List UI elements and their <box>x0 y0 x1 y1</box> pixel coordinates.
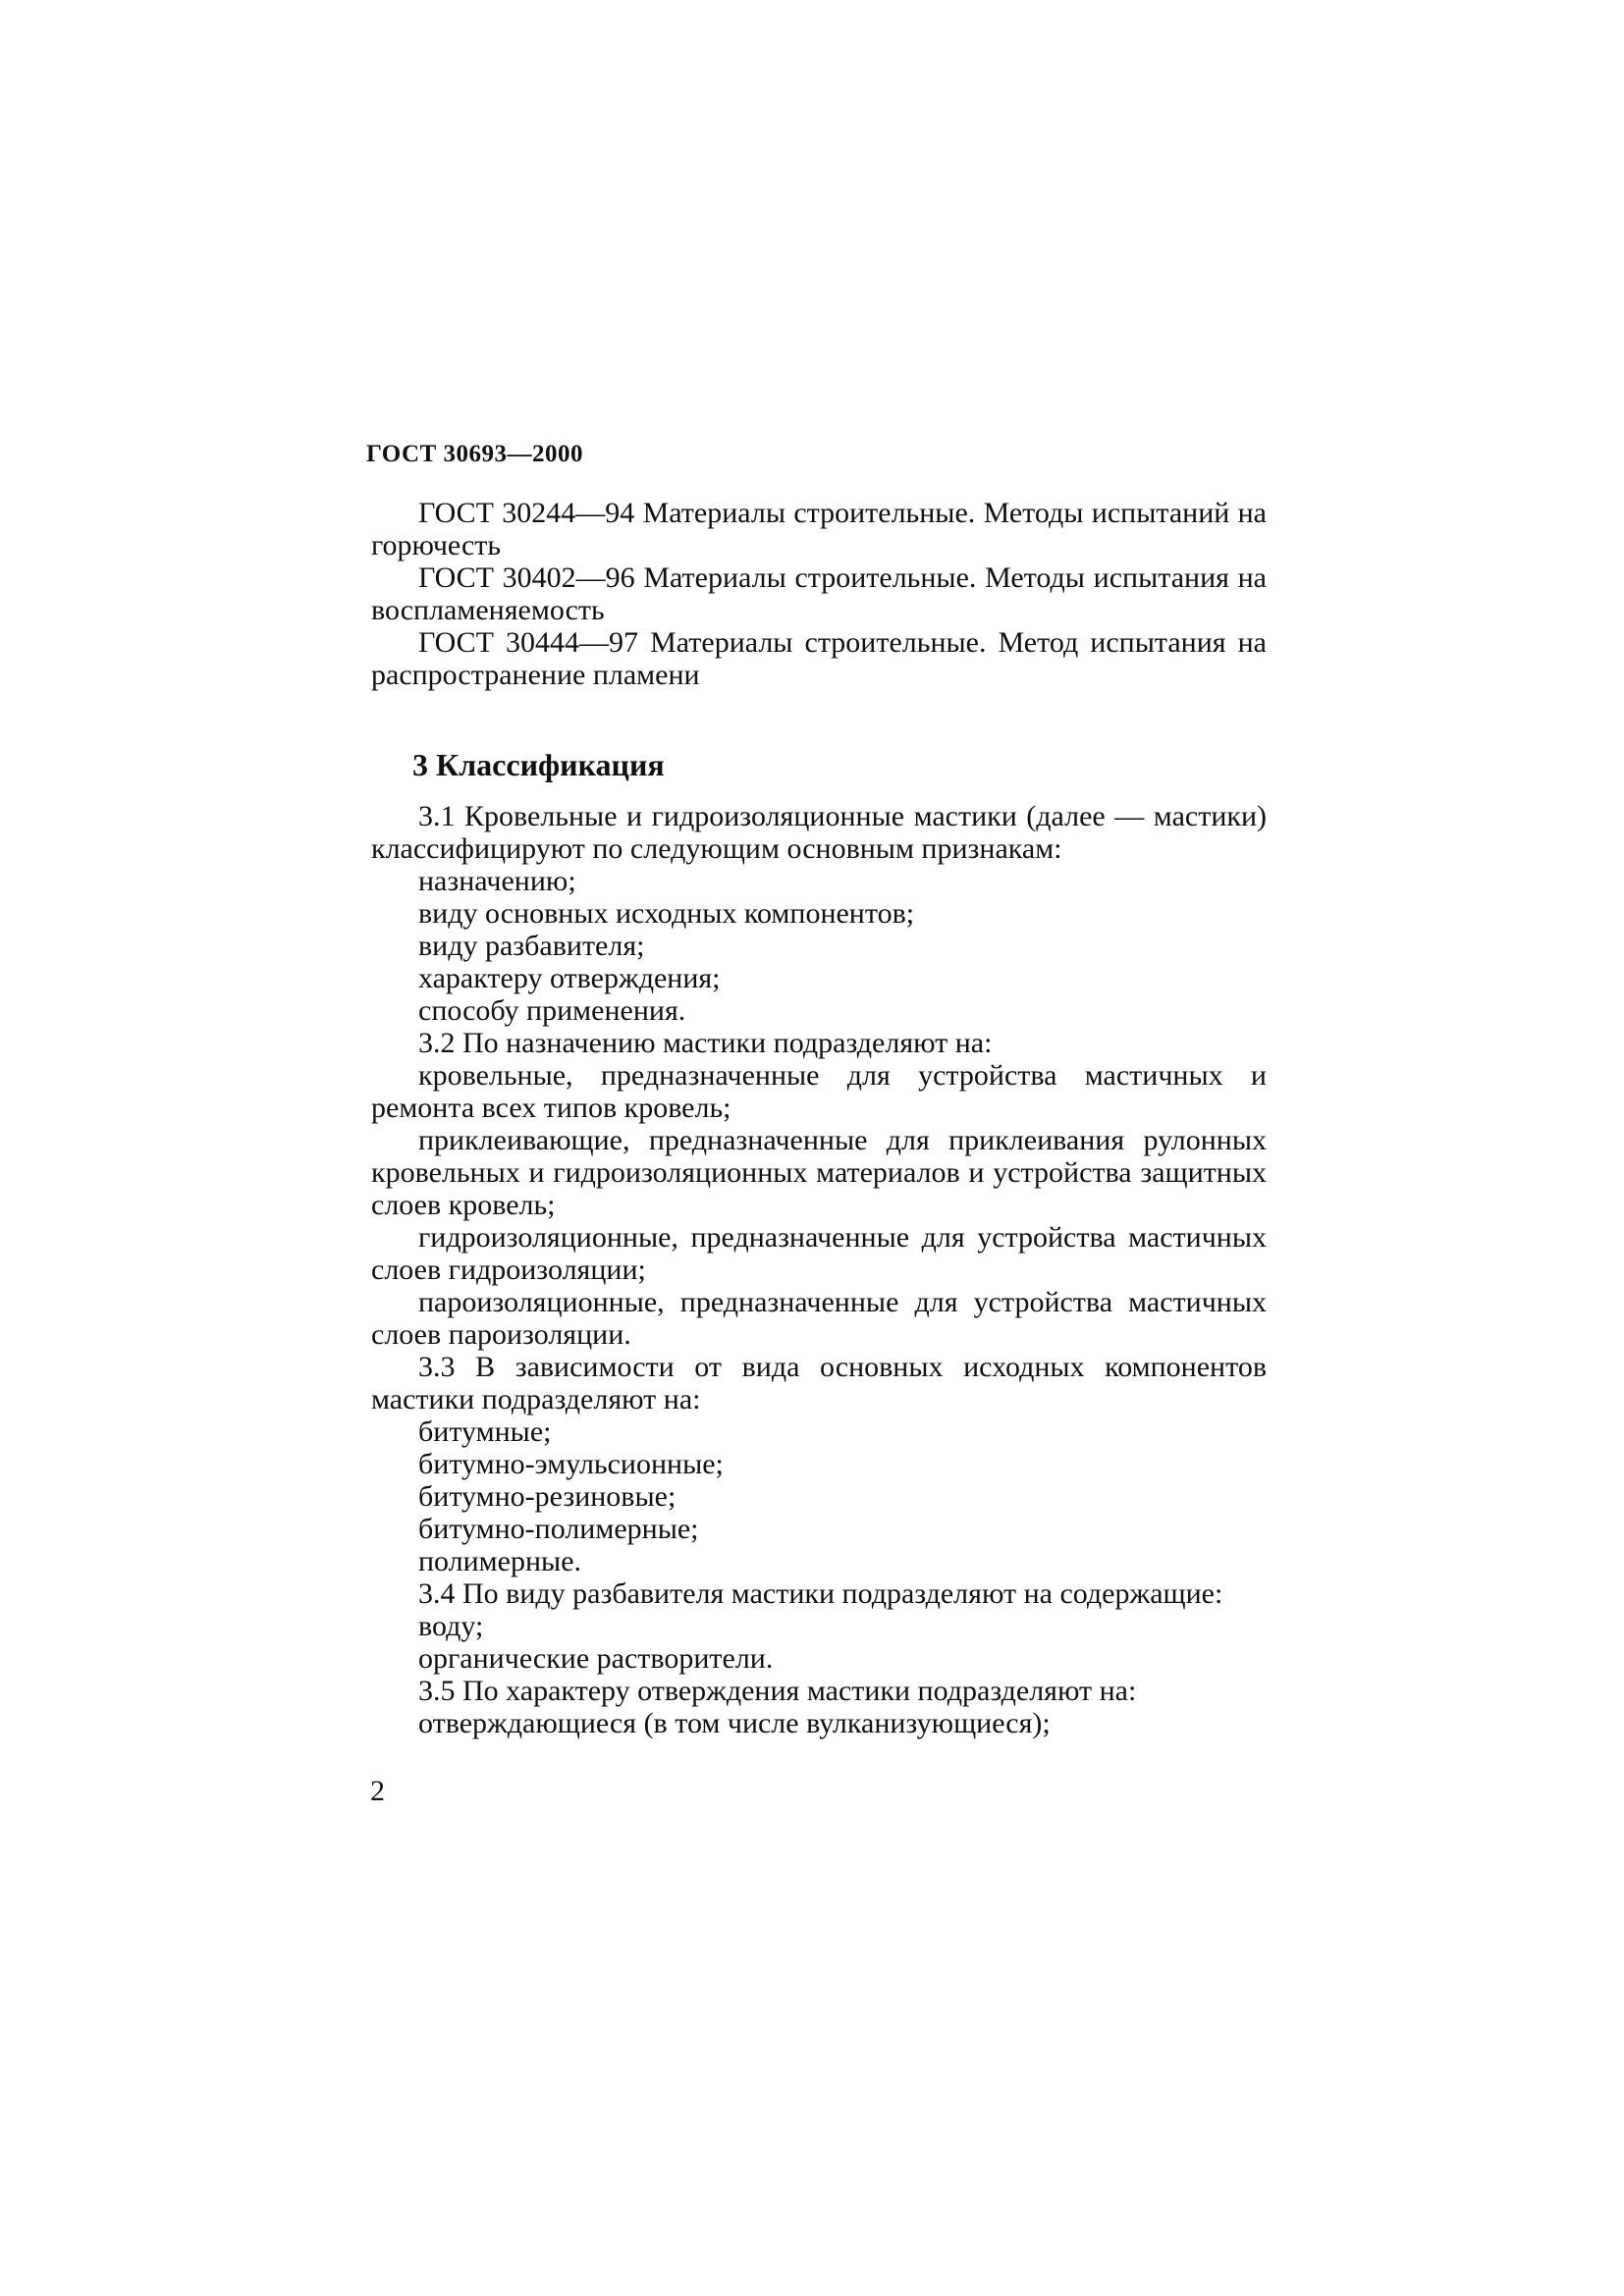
clause-3-2: 3.2 По назначению мастики подразделяют на: <box>418 1027 993 1059</box>
clause-3-3: 3.3 В зависимости от вида основных исходных компонентов мастики подразделяют на: <box>371 1351 1267 1415</box>
list-item: воду; <box>418 1610 484 1642</box>
page-number: 2 <box>370 1775 385 1807</box>
list-item: полимерные. <box>418 1545 582 1577</box>
list-item: отверждающиеся (в том числе вулканизующиеся); <box>418 1707 1051 1739</box>
list-item: битумные; <box>418 1415 552 1448</box>
list-item: назначению; <box>418 865 576 897</box>
list-item: органические растворители. <box>418 1642 774 1675</box>
clause-3-5: 3.5 По характеру отверждения мастики подразделяют на: <box>418 1675 1137 1707</box>
list-item: характеру отверждения; <box>418 962 721 994</box>
list-item: виду основных исходных компонентов; <box>418 897 915 930</box>
document-header: ГОСТ 30693—2000 <box>366 441 584 467</box>
list-item: кровельные, предназначенные для устройства мастичных и ремонта всех типов кровель; <box>371 1059 1267 1124</box>
clause-3-4: 3.4 По виду разбавителя мастики подразделяют на содержащие: <box>418 1577 1223 1610</box>
list-item: битумно-резиновые; <box>418 1480 677 1513</box>
section-body <box>371 800 1267 1739</box>
list-item: способу применения. <box>418 994 686 1027</box>
reference-item: ГОСТ 30402—96 Материалы строительные. Методы испытания на воспламеняемость <box>371 561 1267 626</box>
list-item: приклеивающие, предназначенные для приклеивания рулонных кровельных и гидроизоляционных материалов и устройства защитных слоев кровель; <box>371 1124 1267 1221</box>
section-heading: 3 Классификация <box>412 747 665 782</box>
list-item: битумно-эмульсионные; <box>418 1448 724 1480</box>
list-item: виду разбавителя; <box>418 930 645 962</box>
references-list <box>371 497 1267 691</box>
clause-3-1: 3.1 Кровельные и гидроизоляционные мастики (далее — мастики) классифицируют по следующим основным признакам: <box>371 800 1267 865</box>
reference-item: ГОСТ 30444—97 Материалы строительные. Метод испытания на распространение пламени <box>371 626 1267 691</box>
list-item: гидроизоляционные, предназначенные для устройства мастичных слоев гидроизоляции; <box>371 1221 1267 1286</box>
list-item: пароизоляционные, предназначенные для устройства мастичных слоев пароизоляции. <box>371 1286 1267 1351</box>
list-item: битумно-полимерные; <box>418 1513 699 1545</box>
reference-item: ГОСТ 30244—94 Материалы строительные. Методы испытаний на горючесть <box>371 497 1267 561</box>
